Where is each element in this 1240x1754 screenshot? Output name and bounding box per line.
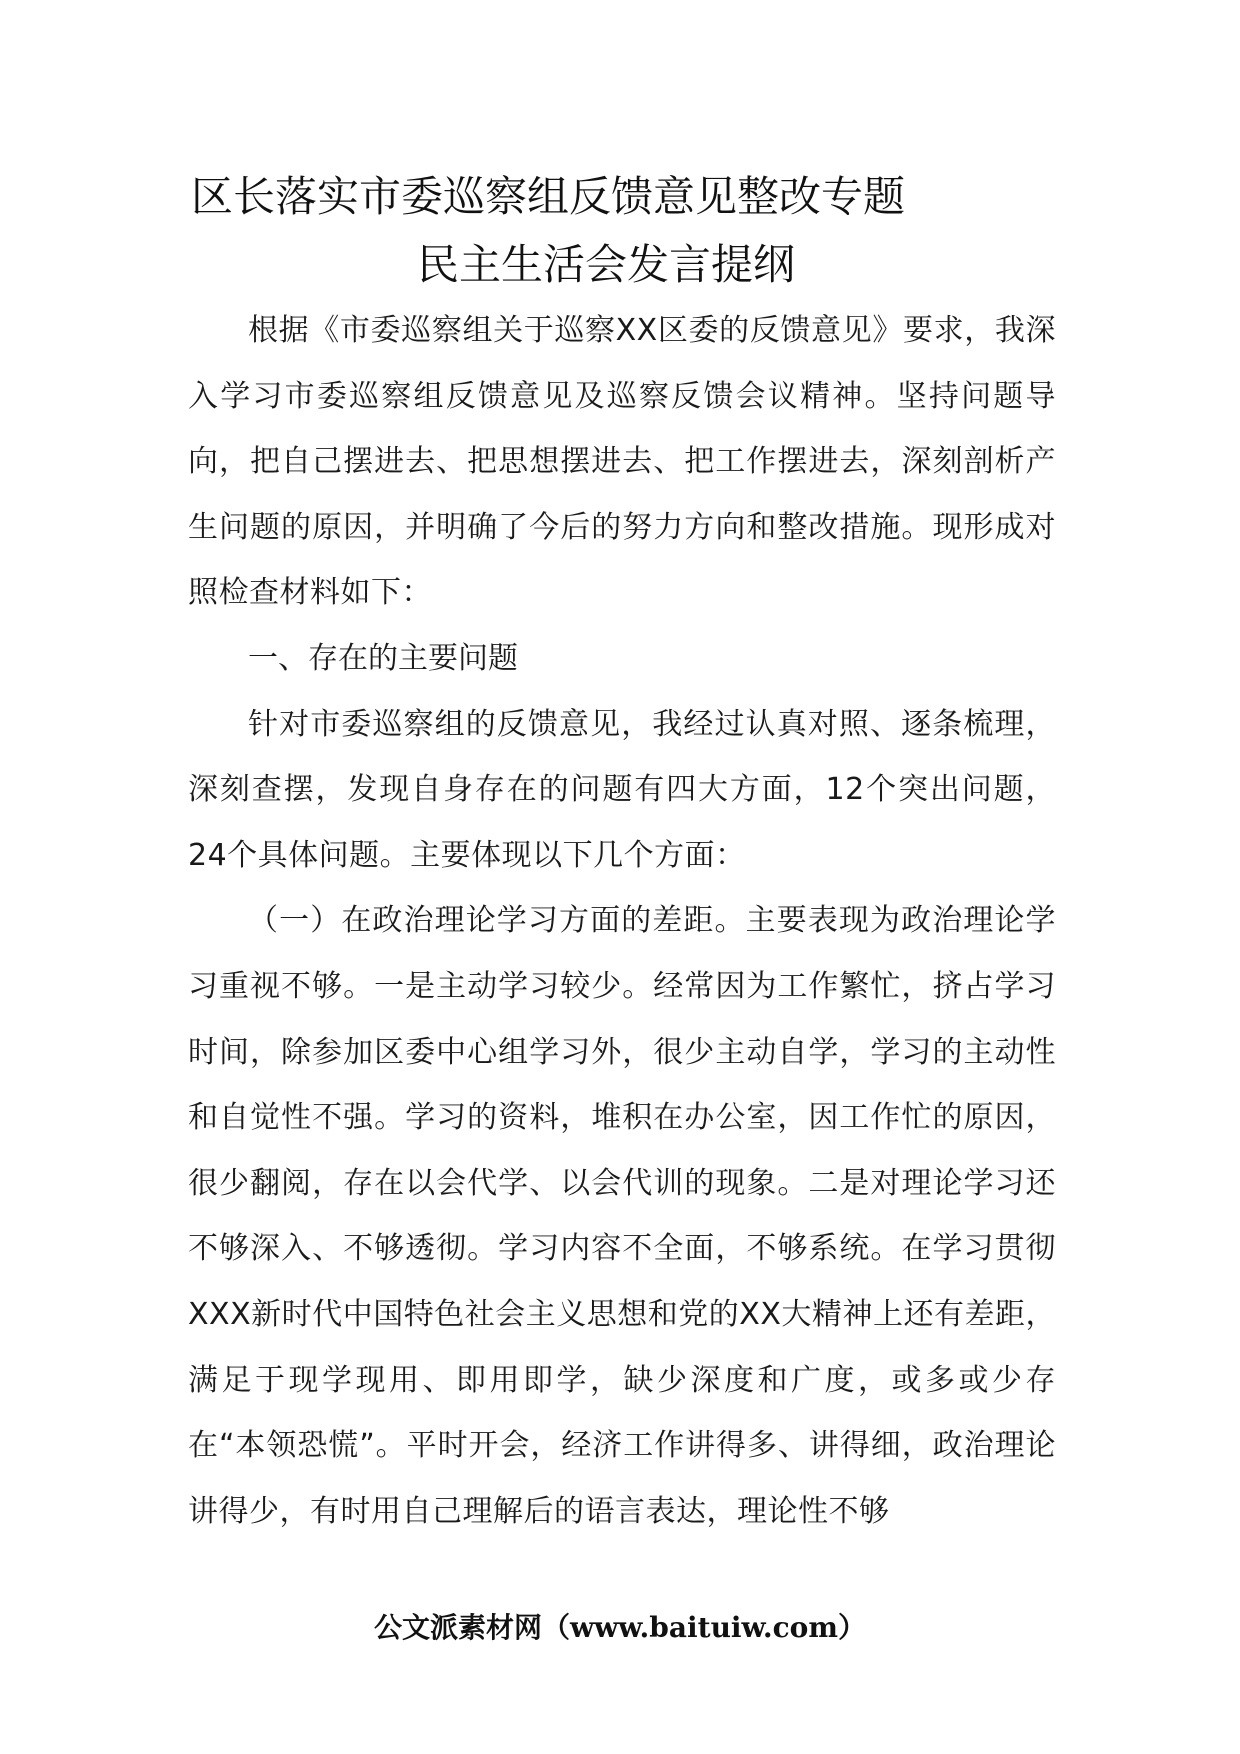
document-title-line-1: 区长落实市委巡察组反馈意见整改专题	[191, 172, 906, 221]
section-intro-paragraph: 针对市委巡察组的反馈意见，我经过认真对照、逐条梳理，深刻查摆，发现自身存在的问题有四大方面，12个突出问题，24个具体问题。主要体现以下几个方面：	[188, 706, 1056, 873]
document-body	[188, 298, 1056, 1544]
intro-paragraph: 根据《市委巡察组关于巡察XX区委的反馈意见》要求，我深入学习市委巡察组反馈意见及巡察反馈会议精神。坚持问题导向，把自己摆进去、把思想摆进去、把工作摆进去，深刻剖析产生问题的原因，并明确了今后的努力方向和整改措施。现形成对照检查材料如下：	[188, 313, 1056, 611]
section-heading: 一、存在的主要问题	[248, 640, 518, 676]
subsection-paragraph: （一）在政治理论学习方面的差距。主要表现为政治理论学习重视不够。一是主动学习较少。经常因为工作繁忙，挤占学习时间，除参加区委中心组学习外，很少主动自学，学习的主动性和自觉性不强。学习的资料，堆积在办公室，因工作忙的原因，很少翻阅，存在以会代学、以会代训的现象。二是对理论学习还不够深入、不够透彻。学习内容不全面，不够系统。在学习贯彻XXX新时代中国特色社会主义思想和党的XX大精神上还有差距，满足于现学现用、即用即学，缺少深度和广度，或多或少存在“本领恐慌”。平时开会，经济工作讲得多、讲得细，政治理论讲得少，有时用自己理解后的语言表达，理论性不够	[188, 903, 1056, 1529]
document-title-line-2: 民主生活会发言提纲	[417, 240, 796, 289]
footer-watermark: 公文派素材网（www.baituiw.com）	[374, 1611, 866, 1644]
